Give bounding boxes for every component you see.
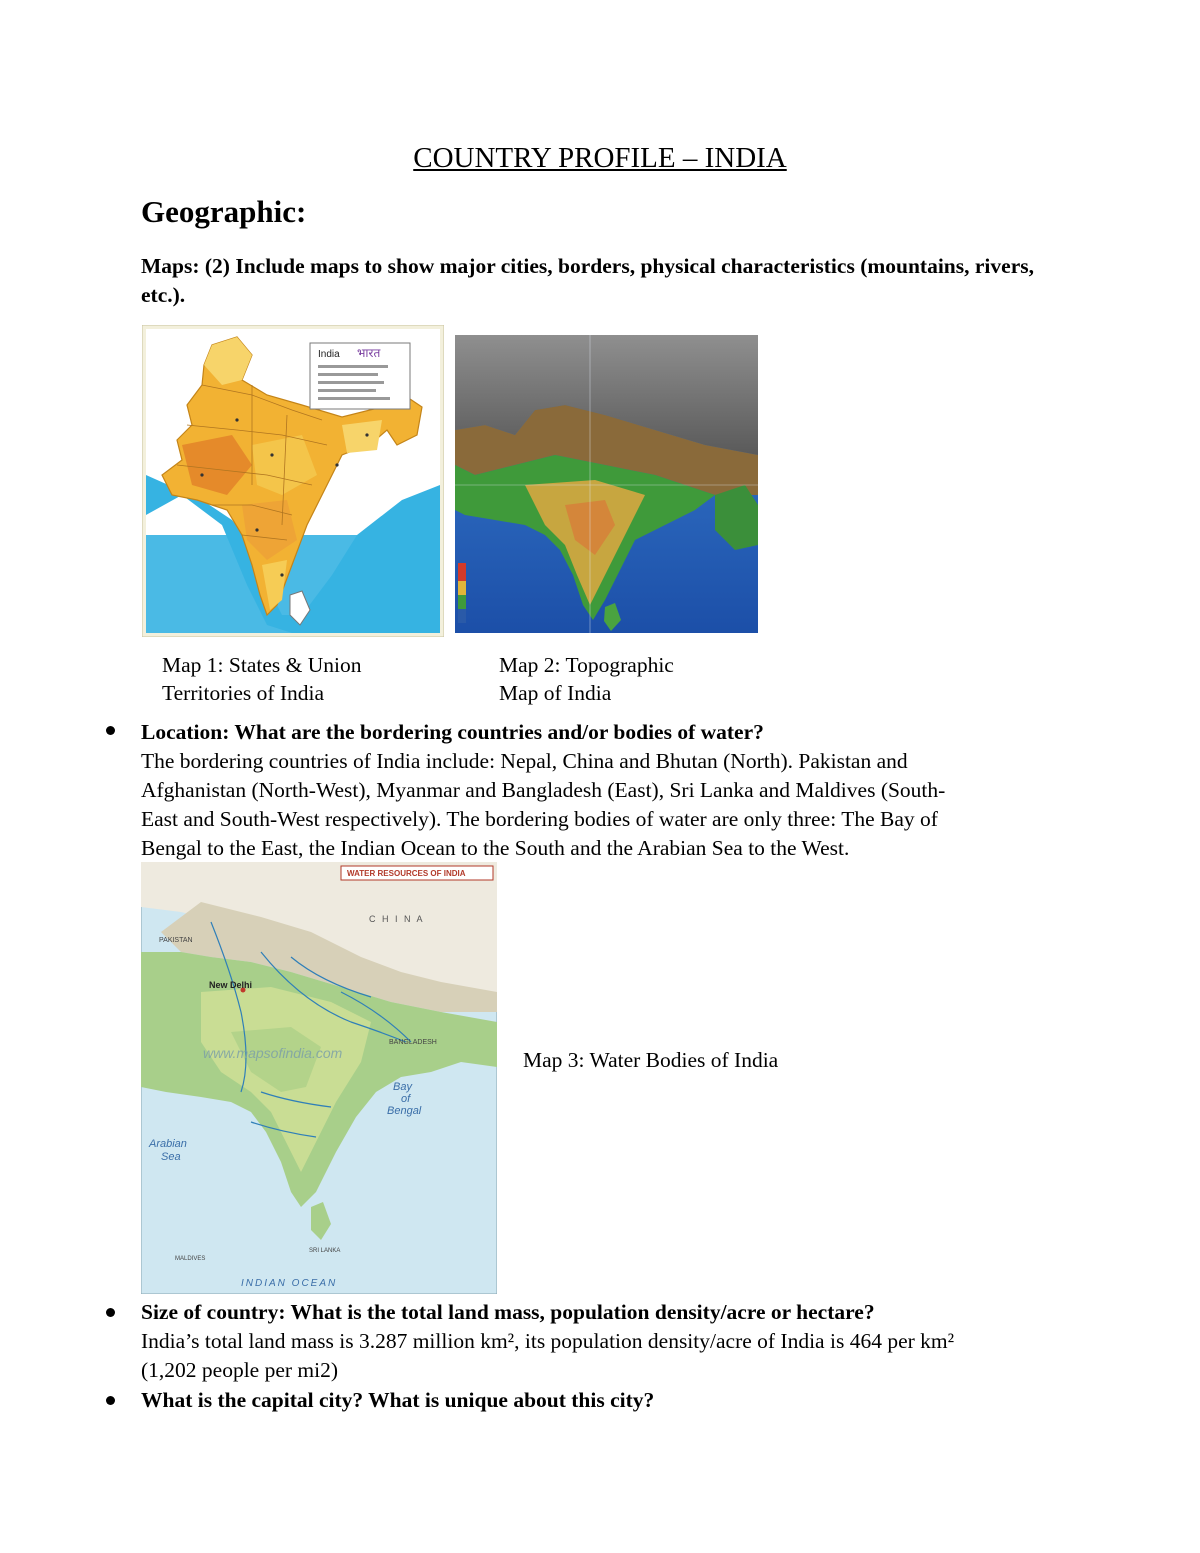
map3-caption: Map 3: Water Bodies of India	[523, 1048, 779, 1072]
map3-label-china: C H I N A	[369, 914, 425, 924]
map1-legend-title: India	[318, 349, 340, 360]
map3-label-bangladesh: BANGLADESH	[389, 1039, 437, 1046]
map3-label-delhi: New Delhi	[209, 980, 253, 990]
map3-label-srilanka: SRI LANKA	[309, 1248, 341, 1254]
capital-question: What is the capital city? What is unique about this city?	[141, 1388, 655, 1412]
map3-label-bay: of	[401, 1093, 411, 1105]
map-topographic-image	[455, 335, 758, 633]
map3-watermark: www.mapsofindia.com	[203, 1045, 343, 1061]
size-answer-line: (1,202 people per mi2)	[141, 1358, 339, 1382]
map3-label-maldives: MALDIVES	[175, 1256, 206, 1262]
map3-label-bay: Bay	[393, 1081, 412, 1093]
map3-label-arabian: Sea	[161, 1151, 181, 1163]
location-answer-line: The bordering countries of India include: Nepal, China and Bhutan (North). Pakistan and	[141, 749, 908, 773]
location-answer-line: East and South-West respectively). The bordering bodies of water are only three: The Bay of	[141, 807, 938, 831]
map3-header: WATER RESOURCES OF INDIA	[347, 869, 466, 878]
map2-caption: Map 2: Topographic Map of India	[499, 653, 674, 705]
bullet-location	[106, 726, 115, 735]
bullet-size	[106, 1308, 115, 1317]
map1-caption: Map 1: States & Union Territories of India	[162, 653, 362, 705]
maps-prompt: Maps: (2) Include maps to show major cities, borders, physical characteristics (mountains, rivers, etc.).	[141, 254, 1034, 307]
map1-legend-script: भारत	[357, 346, 381, 360]
map-states-image	[142, 325, 444, 637]
location-answer	[141, 747, 1141, 863]
size-question: Size of country: What is the total land mass, population density/acre or hectare?	[141, 1300, 875, 1324]
map3-label-pakistan: PAKISTAN	[159, 937, 193, 944]
size-answer-line: India’s total land mass is 3.287 million km², its population density/acre of India is 464 per km²	[141, 1329, 955, 1353]
section-heading: Geographic:	[141, 194, 307, 229]
size-answer	[141, 1327, 1141, 1385]
location-question: Location: What are the bordering countries and/or bodies of water?	[141, 720, 764, 744]
location-answer-line: Afghanistan (North-West), Myanmar and Bangladesh (East), Sri Lanka and Maldives (South-	[141, 778, 946, 802]
map3-label-ocean: INDIAN OCEAN	[241, 1278, 338, 1289]
map3-label-bay: Bengal	[387, 1105, 422, 1117]
document-title: COUNTRY PROFILE – INDIA	[413, 142, 787, 174]
bullet-capital	[106, 1396, 115, 1405]
map-water-bodies-image	[141, 862, 497, 1294]
location-answer-line: Bengal to the East, the Indian Ocean to the South and the Arabian Sea to the West.	[141, 836, 850, 860]
map3-label-arabian: Arabian	[149, 1138, 187, 1150]
